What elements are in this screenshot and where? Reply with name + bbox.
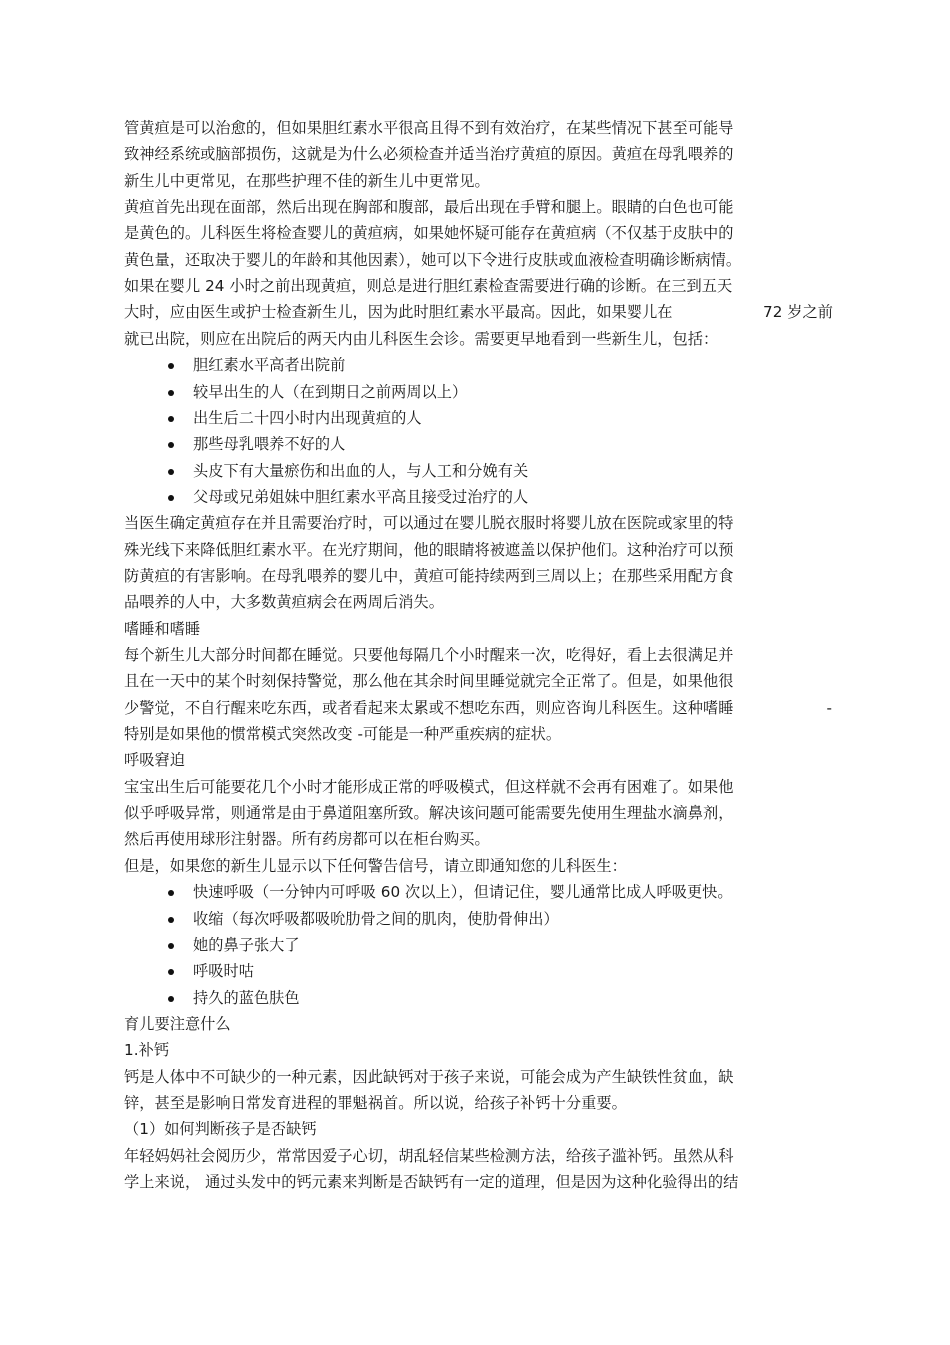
paragraph-line: 似乎呼吸异常，则通常是由于鼻道阻塞所致。解决该问题可能需要先使用生理盐水滴鼻剂， [124, 804, 734, 823]
list-item-text: 头皮下有大量瘀伤和出血的人，与人工和分娩有关 [193, 461, 529, 480]
bullet-icon [168, 469, 174, 475]
bullet-icon [168, 416, 174, 422]
paragraph-line: 殊光线下来降低胆红素水平。在光疗期间，他的眼睛将被遮盖以保护他们。这种治疗可以预 [124, 540, 734, 559]
paragraph-line: 防黄疸的有害影响。在母乳喂养的婴儿中，黄疸可能持续两到三周以上；在那些采用配方食 [124, 566, 734, 585]
list-item-text: 父母或兄弟姐妹中胆红素水平高且接受过治疗的人 [193, 487, 529, 506]
list-item-text: 呼吸时咕 [193, 962, 254, 981]
paragraph-line: 致神经系统或脑部损伤，这就是为什么必须检查并适当治疗黄疸的原因。黄疸在母乳喂养的 [124, 145, 734, 164]
bullet-icon [168, 495, 174, 501]
paragraph-line: 宝宝出生后可能要花几个小时才能形成正常的呼吸模式，但这样就不会再有困难了。如果他 [124, 777, 734, 796]
section-heading: （1）如何判断孩子是否缺钙 [124, 1120, 317, 1139]
bullet-icon [168, 390, 174, 396]
paragraph-line: 学上来说， 通过头发中的钙元素来判断是否缺钙有一定的道理，但是因为这种化验得出的结 [124, 1173, 739, 1191]
paragraph-line: 但是，如果您的新生儿显示以下任何警告信号，请立即通知您的儿科医生： [124, 856, 627, 875]
list-item-text: 那些母乳喂养不好的人 [193, 435, 346, 454]
list-item-text: 胆红素水平高者出院前 [193, 356, 346, 375]
paragraph-line-tail: 72 岁之前 [763, 303, 834, 322]
bullet-icon [168, 996, 174, 1002]
paragraph-line: 是黄色的。儿科医生将检查婴儿的黄疸病，如果她怀疑可能存在黄疸病（不仅基于皮肤中的 [124, 224, 734, 243]
paragraph-line: 然后再使用球形注射器。所有药房都可以在柜台购买。 [124, 830, 490, 849]
list-item-text: 她的鼻子张大了 [193, 935, 300, 954]
paragraph-line: 黄疸首先出现在面部，然后出现在胸部和腹部，最后出现在手臂和腿上。眼睛的白色也可能 [124, 198, 734, 217]
paragraph-line: 年轻妈妈社会阅历少，常常因爱子心切，胡乱轻信某些检测方法，给孩子滥补钙。虽然从科 [124, 1146, 734, 1165]
paragraph-line: 少警觉，不自行醒来吃东西，或者看起来太累或不想吃东西，则应咨询儿科医生。这种嗜睡 [124, 698, 734, 717]
list-item-text: 收缩（每次呼吸都吸吮肋骨之间的肌肉，使肋骨伸出） [193, 909, 559, 928]
section-heading: 呼吸窘迫 [124, 751, 185, 770]
paragraph-line: 如果在婴儿 24 小时之前出现黄疸，则总是进行胆红素检查需要进行确的诊断。在三到五天 [124, 277, 733, 296]
section-heading: 育儿要注意什么 [124, 1014, 231, 1033]
paragraph-line-tail: - [826, 698, 832, 717]
bullet-icon [168, 442, 174, 448]
paragraph-line: 且在一天中的某个时刻保持警觉，那么他在其余时间里睡觉就完全正常了。但是，如果他很 [124, 672, 734, 691]
paragraph-line: 特别是如果他的惯常模式突然改变 -可能是一种严重疾病的症状。 [124, 725, 562, 744]
bullet-icon [168, 943, 174, 949]
paragraph-line: 大时，应由医生或护士检查新生儿，因为此时胆红素水平最高。因此，如果婴儿在 [124, 303, 673, 322]
bullet-icon [168, 917, 174, 923]
list-item-text: 快速呼吸（一分钟内可呼吸 60 次以上），但请记住，婴儿通常比成人呼吸更快。 [193, 883, 733, 902]
bullet-icon [168, 890, 174, 896]
section-heading: 嗜睡和嗜睡 [124, 619, 201, 638]
section-heading: 1.补钙 [124, 1041, 170, 1060]
list-item-text: 持久的蓝色肤色 [193, 988, 300, 1007]
paragraph-line: 当医生确定黄疸存在并且需要治疗时，可以通过在婴儿脱衣服时将婴儿放在医院或家里的特 [124, 514, 734, 533]
paragraph-line: 每个新生儿大部分时间都在睡觉。只要他每隔几个小时醒来一次，吃得好，看上去很满足并 [124, 646, 734, 664]
paragraph-line: 就已出院，则应在出院后的两天内由儿科医生会诊。需要更早地看到一些新生儿，包括： [124, 329, 719, 348]
paragraph-line: 管黄疸是可以治愈的，但如果胆红素水平很高且得不到有效治疗，在某些情况下甚至可能导 [124, 119, 734, 137]
paragraph-line: 锌，甚至是影响日常发育进程的罪魁祸首。所以说，给孩子补钙十分重要。 [124, 1093, 627, 1112]
bullet-icon [168, 969, 174, 975]
paragraph-line: 钙是人体中不可缺少的一种元素，因此缺钙对于孩子来说，可能会成为产生缺铁性贫血，缺 [124, 1067, 734, 1086]
paragraph-line: 新生儿中更常见，在那些护理不佳的新生儿中更常见。 [124, 171, 490, 190]
list-item-text: 较早出生的人（在到期日之前两周以上） [193, 382, 468, 401]
list-item-text: 出生后二十四小时内出现黄疸的人 [193, 408, 422, 427]
paragraph-line: 黄色量，还取决于婴儿的年龄和其他因素），她可以下令进行皮肤或血液检查明确诊断病情。 [124, 250, 742, 269]
bullet-icon [168, 363, 174, 369]
paragraph-line: 品喂养的人中，大多数黄疸病会在两周后消失。 [124, 593, 444, 612]
